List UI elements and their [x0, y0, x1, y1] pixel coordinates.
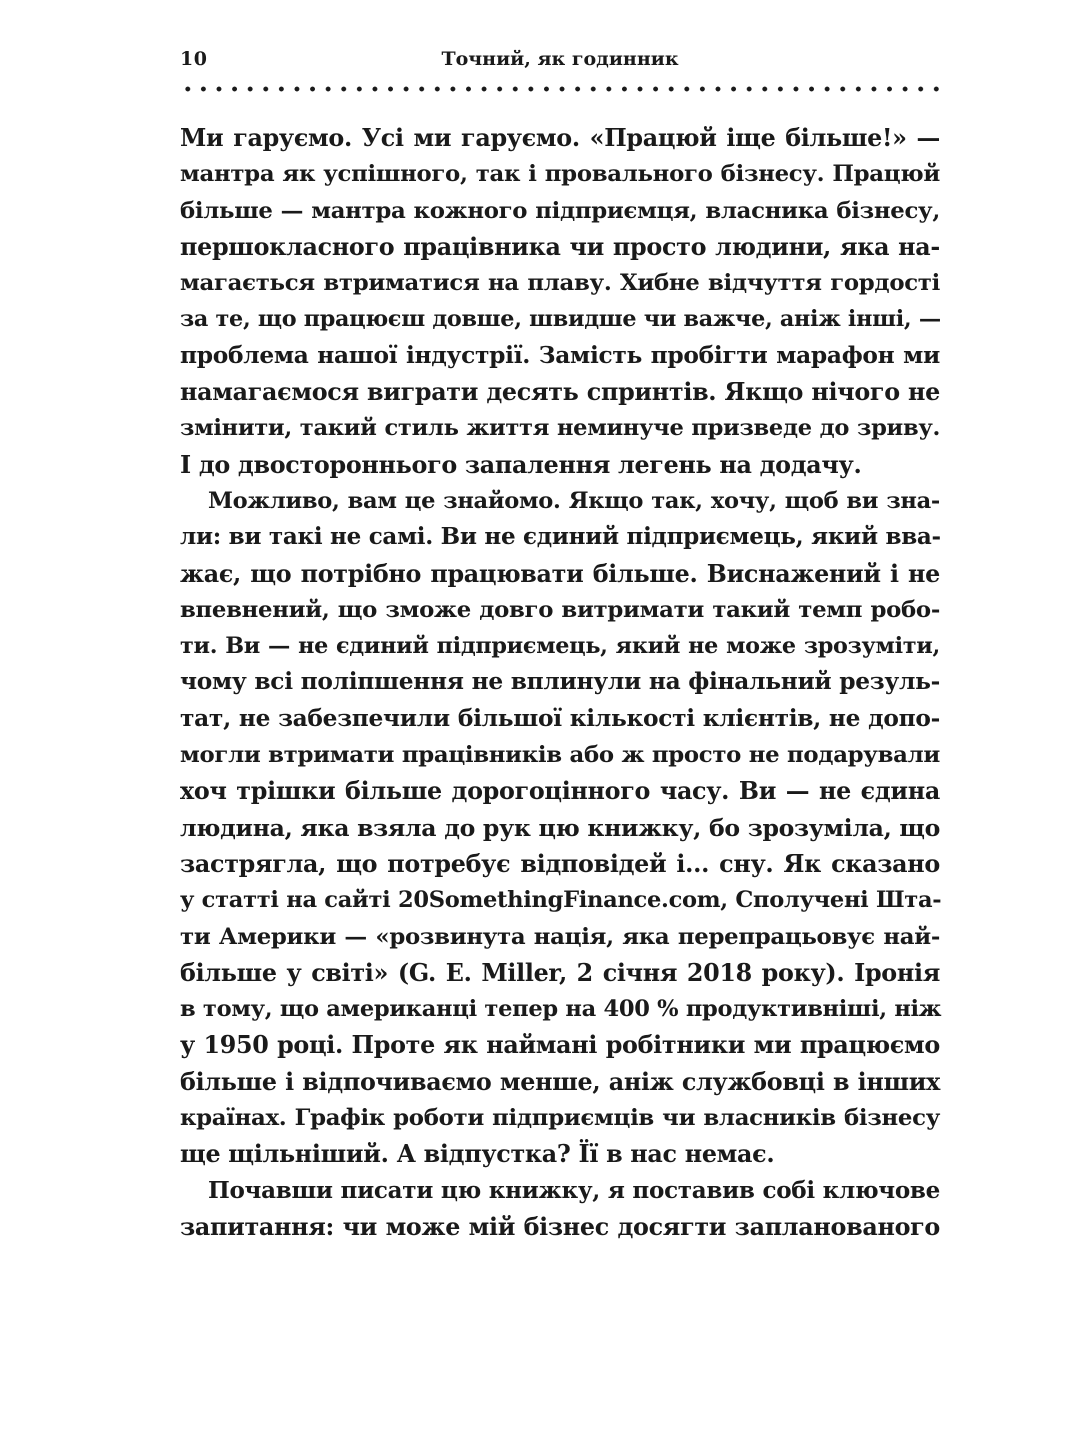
text-line: змінити, такий стиль життя неминуче призведе до зриву. — [180, 415, 940, 442]
text-line: у 1950 році. Проте як наймані робітники ми працюємо — [180, 1031, 940, 1060]
running-title: Точний, як годинник — [441, 48, 679, 70]
text-line: ще щільніший. А відпустка? Її в нас немає. — [180, 1140, 775, 1169]
text-line: намагаємося виграти десять спринтів. Якщо нічого не — [180, 378, 940, 407]
text-line: ти Америки — «розвинута нація, яка перепрацьовує най- — [180, 923, 940, 950]
text-line: застрягла, що потребує відповідей і... сну. Як сказано — [180, 849, 940, 878]
text-line: тат, не забезпечили більшої кількості клієнтів, не допо- — [180, 704, 940, 732]
text-line: мантра як успішного, так і провального бізнесу. Працюй — [180, 161, 940, 188]
text-line: країнах. Графік роботи підприємців чи власників бізнесу — [180, 1105, 940, 1132]
text-line: людина, яка взяла до рук цю книжку, бо зрозуміла, що — [180, 813, 940, 842]
text-line: могли втримати працівників або ж просто не подарували — [180, 742, 940, 769]
body-text — [180, 120, 940, 1245]
text-line: ли: ви такі не самі. Ви не єдиний підприємець, який вва- — [180, 523, 941, 551]
text-line: більше — мантра кожного підприємця, власника бізнесу, — [180, 197, 940, 224]
text-line: у статті на сайті 20SomethingFinance.com, Сполучені Шта- — [180, 887, 942, 914]
paragraph-2 — [180, 483, 940, 1173]
text-line: чому всі поліпшення не вплинули на фінальний резуль- — [180, 668, 940, 696]
text-line: Почавши писати цю книжку, я поставив собі ключове — [208, 1176, 940, 1204]
text-line: в тому, що американці тепер на 400 % продуктивніші, ніж — [180, 996, 942, 1023]
running-header — [180, 48, 940, 78]
paragraph-3 — [180, 1173, 940, 1246]
text-line: запитання: чи може мій бізнес досягти запланованого — [180, 1212, 940, 1241]
text-line: більше і відпочиваємо менше, аніж службовці в інших — [180, 1067, 940, 1096]
text-line: за те, що працюєш довше, швидше чи важче, аніж інші, — — [180, 306, 941, 333]
page-number: 10 — [180, 48, 208, 70]
text-line: ти. Ви — не єдиний підприємець, який не може зрозуміти, — [180, 633, 940, 660]
text-line: хоч трішки більше дорогоцінного часу. Ви — не єдина — [180, 777, 940, 806]
text-line: Можливо, вам це знайомо. Якщо так, хочу, щоб ви зна- — [208, 487, 940, 514]
text-line: І до двостороннього запалення легень на додачу. — [180, 450, 862, 479]
text-line: магається втриматися на плаву. Хибне відчуття гордості — [180, 270, 940, 297]
text-line: Ми гаруємо. Усі ми гаруємо. «Працюй іще більше!» — — [180, 124, 940, 152]
text-line: проблема нашої індустрії. Замість пробігти марафон ми — [180, 341, 940, 369]
dotted-divider — [180, 86, 942, 92]
text-line: більше у світі» (G. E. Miller, 2 січня 2018 року). Іронія — [180, 958, 940, 987]
text-line: першокласного працівника чи просто людини, яка на- — [180, 232, 940, 261]
text-line: впевнений, що зможе довго витримати такий темп робо- — [180, 596, 940, 623]
text-line: жає, що потрібно працювати більше. Виснажений і не — [180, 559, 940, 588]
paragraph-1 — [180, 120, 940, 483]
